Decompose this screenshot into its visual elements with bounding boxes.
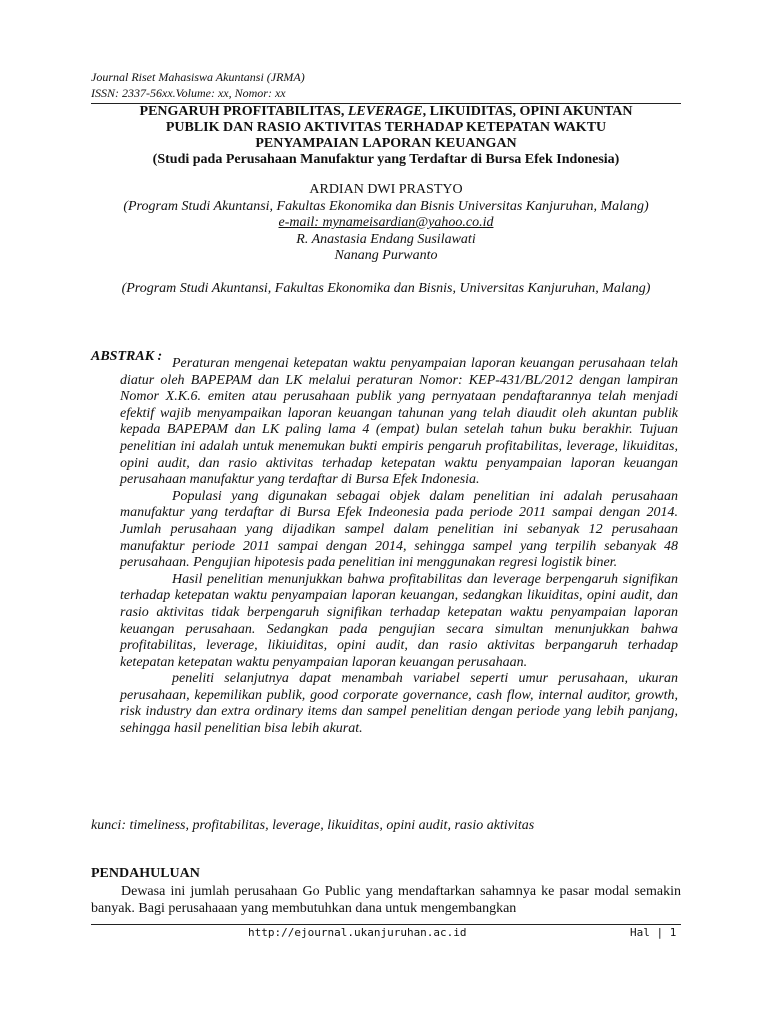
keywords: kunci: timeliness, profitabilitas, leverage, likuiditas, opini audit, rasio aktivitas <box>91 818 535 833</box>
footer-rule <box>91 924 681 925</box>
abstract-paragraph: Populasi yang digunakan sebagai objek dalam penelitian ini adalah perusahaan manufaktur yang terdaftar di Bursa Efek Indeonesia pada periode 2011 sampai dengan 2014. Jumlah perusahaan yang dijadikan sampel dalam penelitian ini sebanyak 12 perusahaan manufaktur periode 2011 sampai dengan 2014, sehingga sampel yang terpilih sebanyak 48 perusahaan. Pengujian hipotesis pada penelitian ini menggunakan regresi logistik biner. <box>120 488 678 571</box>
section-heading-introduction: PENDAHULUAN <box>91 866 200 881</box>
author-tertiary: Nanang Purwanto <box>334 248 438 263</box>
introduction-body <box>91 883 681 917</box>
author-affiliation: (Program Studi Akuntansi, Fakultas Ekonomika dan Bisnis Universitas Kanjuruhan, Malang) <box>123 198 649 214</box>
abstract-body <box>120 356 678 738</box>
abstract-paragraph: peneliti selanjutnya dapat menambah variabel seperti umur perusahaan, ukuran perusahaan, kepemilikan publik, good corporate governance, cash flow, internal auditor, growth, risk industry dan extra ordinary items dan sampel penelitian dengan periode yang lebih panjang, sehingga hasil penelitian bisa lebih akurat. <box>120 671 678 737</box>
author-primary: ARDIAN DWI PRASTYO <box>309 182 463 197</box>
introduction-paragraph: Dewasa ini jumlah perusahaan Go Public yang mendaftarkan sahamnya ke pasar modal semakin banyak. Bagi perusahaaan yang membutuhkan dana untuk mengembangkan <box>91 884 681 916</box>
abstract-paragraph: Peraturan mengenai ketepatan waktu penyampaian laporan keuangan perusahaan telah diatur oleh BAPEPAM dan LK melalui peraturan Nomor: KEP-431/BL/2012 dengan lampiran Nomor X.K.6. emiten atau perusahaan publik yang pernyataan pendaftarannya telah menjadi efektif wajib menyampaikan laporan keuangan tahunan yang telah diaudit oleh akuntan publik kepada BAPEPAM dan LK paling lama 4 (empat) bulan setelah tahun buku berakhir. Tujuan penelitian ini adalah untuk menemukan bukti empiris pengaruh profitabilitas, leverage, likuiditas, opini audit, dan rasio aktivitas terhadap ketepatan waktu penyampaian laporan keuangan perusahaan manufaktur yang terdaftar di Bursa Efek Indonesia. <box>120 356 678 488</box>
abstract-heading: ABSTRAK : <box>91 349 163 364</box>
title-line-2: PUBLIK DAN RASIO AKTIVITAS TERHADAP KETEPATAN WAKTU <box>165 120 607 135</box>
co-author-affiliation: (Program Studi Akuntansi, Fakultas Ekonomika dan Bisnis, Universitas Kanjuruhan, Malang) <box>121 281 651 296</box>
footer-url-link[interactable]: http://ejournal.ukanjuruhan.ac.id <box>248 926 467 939</box>
title-line-3: PENYAMPAIAN LAPORAN KEUANGAN <box>255 136 517 151</box>
title-line-1: PENGARUH PROFITABILITAS, LEVERAGE, LIKUIDITAS, OPINI AKUNTAN <box>139 104 633 119</box>
journal-name: Journal Riset Mahasiswa Akuntansi (JRMA) <box>91 70 305 84</box>
author-email-link[interactable]: e-mail: mynameisardian@yahoo.co.id <box>278 215 494 230</box>
paper-title <box>91 104 681 168</box>
running-header <box>91 69 681 101</box>
author-block <box>91 182 681 265</box>
journal-issn: ISSN: 2337-56xx.Volume: xx, Nomor: xx <box>91 86 286 100</box>
author-secondary: R. Anastasia Endang Susilawati <box>296 231 476 247</box>
paper-subtitle: (Studi pada Perusahaan Manufaktur yang Terdaftar di Bursa Efek Indonesia) <box>152 152 620 167</box>
abstract-paragraph: Hasil penelitian menunjukkan bahwa profitabilitas dan leverage berpengaruh signifikan terhadap ketepatan waktu penyampaian laporan keuangan, sedangkan likuiditas, opini audit, dan rasio aktivitas tidak berpengaruh signifikan terhadap ketepatan waktu penyampaian laporan keuangan perusahaan. Sedangkan pada pengujian secara simultan menunjukkan bahwa profitabilitas, leverage, likiuiditas, opini audit, dan rasio aktivitas berpangaruh terhadap ketepatan ketepatan waktu penyampaian laporan keuangan perusahaan. <box>120 571 678 670</box>
page-number: Hal | 1 <box>630 926 677 939</box>
